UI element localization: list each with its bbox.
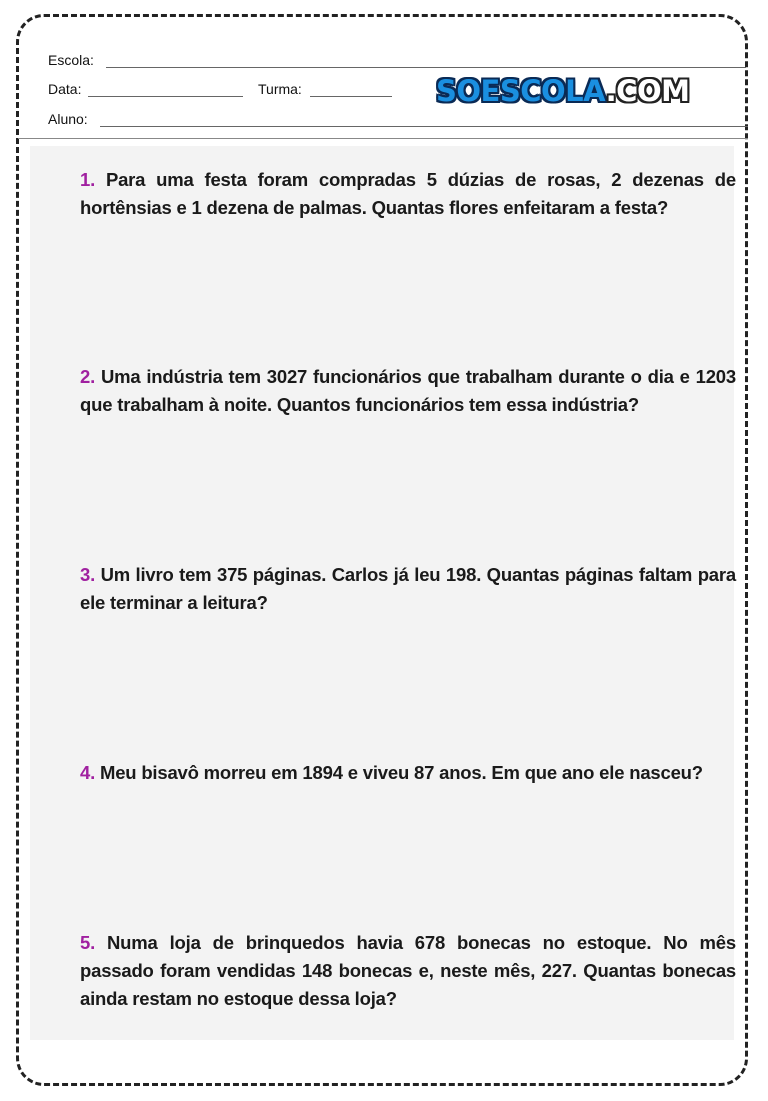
question-text: Meu bisavô morreu em 1894 e viveu 87 anos. Em que ano ele nasceu?	[99, 762, 703, 783]
question-number: 4.	[80, 762, 96, 783]
aluno-line	[100, 126, 748, 127]
question-text: Para uma festa foram compradas 5 dúzias de rosas, 2 dezenas de hortênsias e 1 dezena de palmas. Quantas flores enfeitaram a festa?	[80, 169, 736, 218]
turma-line	[310, 96, 392, 97]
question-text: Uma indústria tem 3027 funcionários que trabalham durante o dia e 1203 que trabalham à noite. Quantos funcionários tem essa indústria?	[80, 366, 736, 415]
questions-area	[30, 146, 734, 1040]
data-field[interactable]	[48, 81, 81, 97]
escola-field[interactable]	[48, 52, 94, 68]
question-number: 2.	[80, 366, 96, 387]
question-5	[80, 929, 736, 1013]
header-divider	[18, 138, 748, 139]
question-number: 3.	[80, 564, 96, 585]
data-line	[88, 96, 243, 97]
question-text: Um livro tem 375 páginas. Carlos já leu 198. Quantas páginas faltam para ele terminar a leitura?	[80, 564, 736, 613]
aluno-field[interactable]	[48, 111, 88, 127]
soescola-logo	[436, 74, 689, 108]
logo-text-main: SOESCOLA	[436, 74, 606, 108]
question-4	[80, 759, 736, 787]
aluno-label: Aluno:	[48, 111, 88, 127]
escola-line	[106, 67, 746, 68]
escola-label: Escola:	[48, 52, 94, 68]
question-3	[80, 561, 736, 617]
turma-label: Turma:	[258, 81, 302, 97]
turma-field[interactable]	[258, 81, 302, 97]
logo-text-com: .COM	[605, 74, 690, 108]
data-label: Data:	[48, 81, 82, 97]
question-number: 1.	[80, 169, 96, 190]
question-text: Numa loja de brinquedos havia 678 bonecas no estoque. No mês passado foram vendidas 148 bonecas e, neste mês, 227. Quantas bonecas ainda restam no estoque dessa loja?	[80, 932, 736, 1009]
question-1	[80, 166, 736, 222]
question-2	[80, 363, 736, 419]
question-number: 5.	[80, 932, 96, 953]
